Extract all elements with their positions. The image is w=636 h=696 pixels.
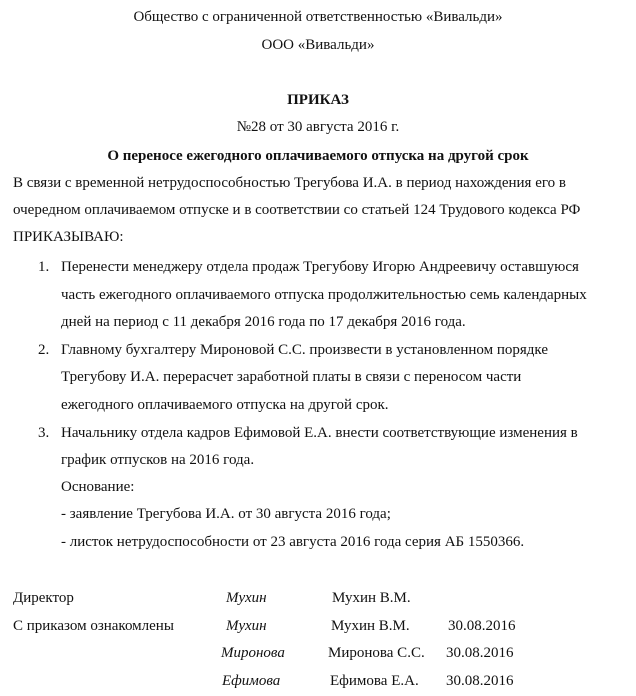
- director-label: Директор: [13, 590, 74, 606]
- item-1-line-2: часть ежегодного оплачиваемого отпуска продолжительностью семь календарных: [61, 287, 587, 303]
- director-name: Мухин В.М.: [332, 590, 411, 606]
- acquainted-1-signature: Мухин: [226, 618, 267, 634]
- acquainted-2-date: 30.08.2016: [446, 645, 514, 661]
- acquainted-3-name: Ефимова Е.А.: [330, 673, 419, 689]
- preamble-order-word: ПРИКАЗЫВАЮ:: [13, 229, 124, 245]
- order-subject: О переносе ежегодного оплачиваемого отпуска на другой срок: [107, 148, 529, 164]
- acquainted-3-signature: Ефимова: [222, 673, 281, 689]
- basis-item-1: - заявление Трегубова И.А. от 30 августа 2016 года;: [61, 506, 391, 522]
- basis-item-2: - листок нетрудоспособности от 23 августа 2016 года серия АБ 1550366.: [61, 534, 525, 550]
- order-number-date: №28 от 30 августа 2016 г.: [236, 119, 400, 135]
- order-title: ПРИКАЗ: [287, 92, 349, 108]
- item-2-number: 2.: [38, 342, 50, 358]
- acquainted-2-name: Миронова С.С.: [328, 645, 425, 661]
- basis-label: Основание:: [61, 479, 135, 495]
- acquainted-3-date: 30.08.2016: [446, 673, 514, 689]
- acquainted-1-name: Мухин В.М.: [331, 618, 410, 634]
- director-signature: Мухин: [226, 590, 267, 606]
- item-3-line-1: Начальнику отдела кадров Ефимовой Е.А. внести соответствующие изменения в: [61, 425, 578, 441]
- preamble-line-2: очередном оплачиваемом отпуске и в соответствии со статьей 124 Трудового кодекса РФ: [13, 202, 581, 218]
- preamble-line-1: В связи с временной нетрудоспособностью Трегубова И.А. в период нахождения его в: [13, 175, 566, 191]
- item-2-line-1: Главному бухгалтеру Мироновой С.С. произвести в установленном порядке: [61, 342, 548, 358]
- acquainted-2-signature: Миронова: [221, 645, 285, 661]
- item-3-number: 3.: [38, 425, 50, 441]
- acquainted-label: С приказом ознакомлены: [13, 618, 174, 634]
- organization-short-name: ООО «Вивальди»: [261, 37, 375, 53]
- item-2-line-3: ежегодного оплачиваемого отпуска на другой срок.: [61, 397, 389, 413]
- item-1-number: 1.: [38, 259, 50, 275]
- acquainted-1-date: 30.08.2016: [448, 618, 516, 634]
- item-3-line-2: график отпусков на 2016 года.: [61, 452, 255, 468]
- item-1-line-1: Перенести менеджеру отдела продаж Трегубову Игорю Андреевичу оставшуюся: [61, 259, 579, 275]
- organization-full-name: Общество с ограниченной ответственностью «Вивальди»: [133, 9, 503, 25]
- item-2-line-2: Трегубову И.А. перерасчет заработной платы в связи с переносом части: [61, 369, 522, 385]
- item-1-line-3: дней на период с 11 декабря 2016 года по 17 декабря 2016 года.: [61, 314, 466, 330]
